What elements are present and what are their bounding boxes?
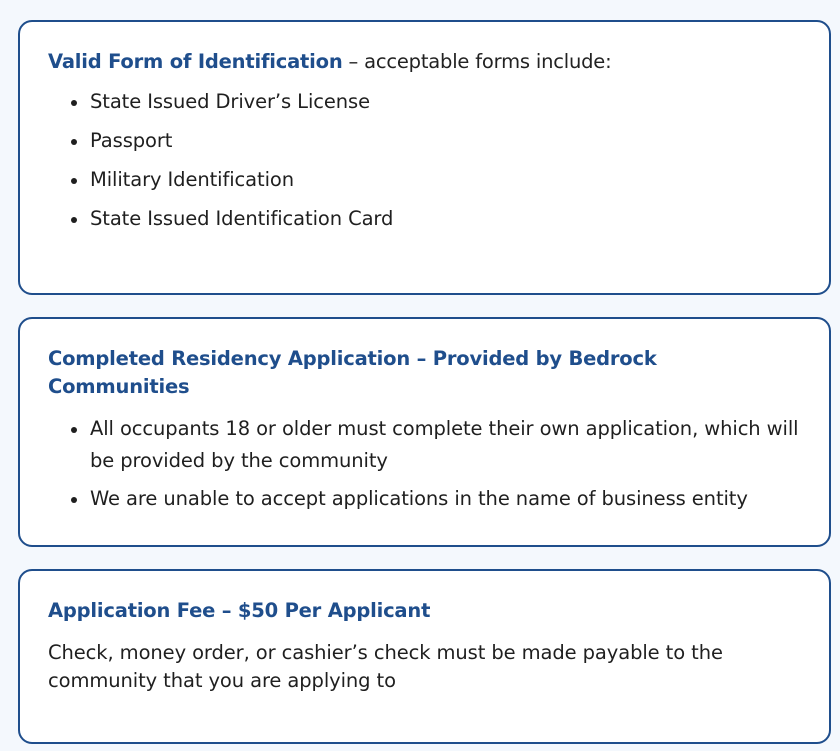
- list-item-text: State Issued Identification Card: [90, 207, 394, 230]
- fee-card: [18, 569, 831, 744]
- list-item: [90, 164, 801, 196]
- list-item: [90, 86, 801, 118]
- bullet-icon: [71, 100, 77, 106]
- list-item-text: All occupants 18 or older must complete their own application, which will be provided by the community: [90, 417, 799, 472]
- identification-heading-subtitle: – acceptable forms include:: [342, 50, 612, 73]
- bullet-icon: [71, 497, 77, 503]
- bullet-icon: [71, 139, 77, 145]
- identification-card: [18, 20, 831, 295]
- application-list: [48, 413, 801, 515]
- identification-list: [48, 86, 801, 235]
- fee-description: Check, money order, or cashier’s check must be made payable to the community that you are applying to: [48, 641, 723, 692]
- list-item-text: State Issued Driver’s License: [90, 90, 370, 113]
- list-item-text: Passport: [90, 129, 173, 152]
- application-card: [18, 317, 831, 547]
- list-item: [90, 203, 801, 235]
- identification-heading-title: Valid Form of Identification: [48, 50, 343, 73]
- list-item-text: Military Identification: [90, 168, 294, 191]
- list-item: [90, 125, 801, 157]
- bullet-icon: [71, 178, 77, 184]
- list-item: [90, 413, 801, 477]
- bullet-icon: [71, 217, 77, 223]
- list-item-text: We are unable to accept applications in the name of business entity: [90, 487, 748, 510]
- list-item: [90, 483, 801, 515]
- application-heading: Completed Residency Application – Provided by Bedrock Communities: [48, 347, 657, 398]
- fee-heading: Application Fee – $50 Per Applicant: [48, 599, 431, 622]
- bullet-icon: [71, 427, 77, 433]
- identification-heading: [48, 48, 801, 76]
